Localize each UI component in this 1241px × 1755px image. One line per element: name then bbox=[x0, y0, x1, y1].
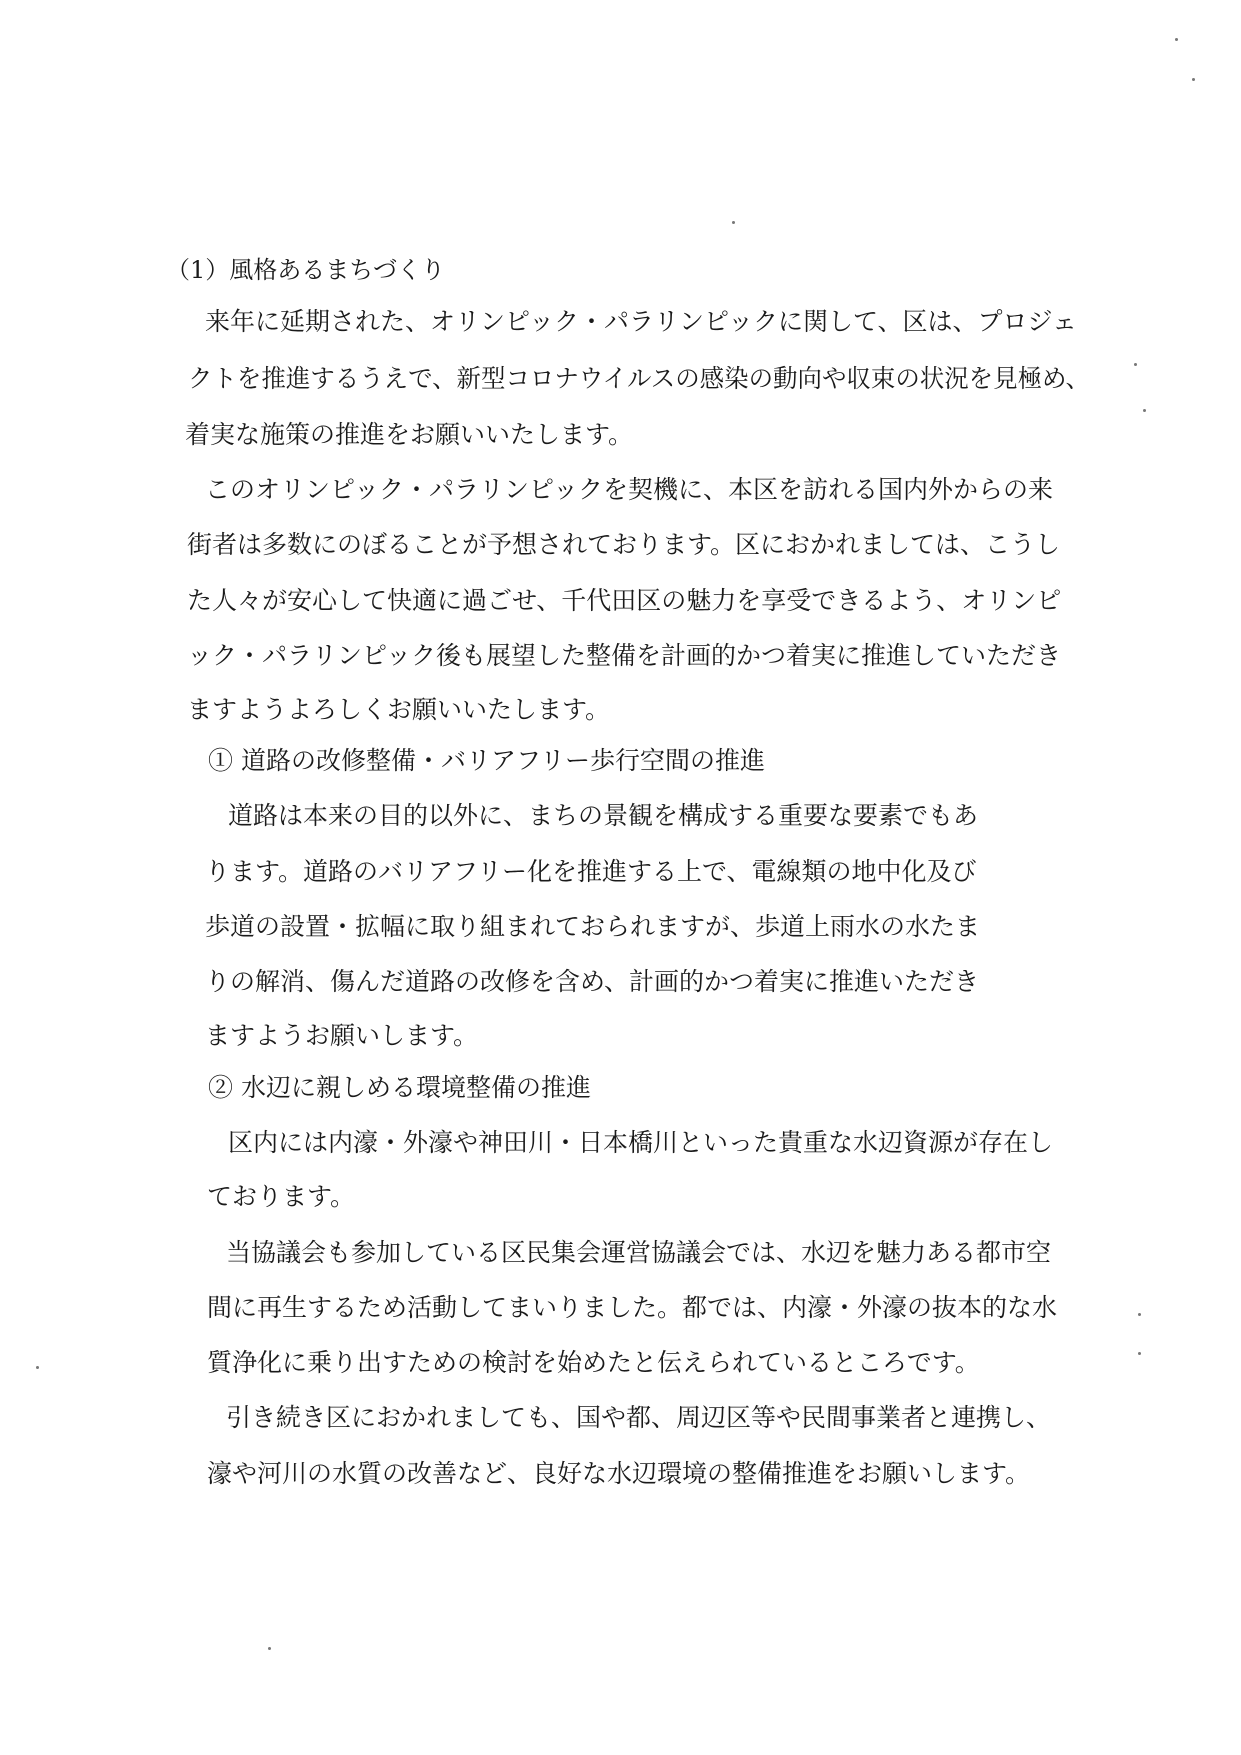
paragraph2-line-1: このオリンピック・パラリンピックを契機に、本区を訪れる国内外からの来 bbox=[205, 475, 1054, 504]
item1-heading: ① 道路の改修整備・バリアフリー歩行空間の推進 bbox=[208, 746, 765, 775]
scan-speck bbox=[268, 1647, 271, 1650]
scan-speck bbox=[1138, 1352, 1141, 1355]
paragraph2-line-3: た人々が安心して快適に過ごせ、千代田区の魅力を享受できるよう、オリンピ bbox=[187, 586, 1062, 615]
scan-speck bbox=[1175, 38, 1178, 41]
item1-line-2: ります。道路のバリアフリー化を推進する上で、電線類の地中化及び bbox=[205, 857, 977, 886]
item2-heading: ② 水辺に親しめる環境整備の推進 bbox=[208, 1073, 591, 1102]
item2-para2-line-2: 間に再生するため活動してまいりました。都では、内濠・外濠の抜本的な水 bbox=[207, 1293, 1058, 1322]
item2-para1-line-2: ております。 bbox=[207, 1182, 356, 1211]
item1-line-1: 道路は本来の目的以外に、まちの景観を構成する重要な要素でもあ bbox=[228, 801, 979, 830]
intro-line-3: 着実な施策の推進をお願いいたします。 bbox=[185, 420, 634, 449]
item1-line-5: ますようお願いします。 bbox=[205, 1021, 479, 1050]
scan-speck bbox=[1138, 1313, 1141, 1316]
item1-line-4: りの解消、傷んだ道路の改修を含め、計画的かつ着実に推進いただき bbox=[205, 967, 980, 996]
item2-para3-line-2: 濠や河川の水質の改善など、良好な水辺環境の整備推進をお願いします。 bbox=[207, 1459, 1031, 1488]
paragraph2-line-5: ますようよろしくお願いいたします。 bbox=[187, 695, 611, 724]
item2-para3-line-1: 引き続き区におかれましても、国や都、周辺区等や民間事業者と連携し、 bbox=[226, 1403, 1052, 1432]
scan-speck bbox=[36, 1366, 39, 1369]
scan-speck bbox=[732, 221, 735, 224]
paragraph2-line-4: ック・パラリンピック後も展望した整備を計画的かつ着実に推進していただき bbox=[187, 641, 1062, 670]
intro-line-1: 来年に延期された、オリンピック・パラリンピックに関して、区は、プロジェ bbox=[205, 307, 1078, 336]
scan-speck bbox=[1143, 409, 1146, 412]
section-heading: （1）風格あるまちづくり bbox=[166, 256, 446, 284]
item1-line-3: 歩道の設置・拡幅に取り組まれておられますが、歩道上雨水の水たま bbox=[205, 912, 981, 941]
item2-para2-line-1: 当協議会も参加している区民集会運営協議会では、水辺を魅力ある都市空 bbox=[226, 1238, 1052, 1267]
item2-para1-line-1: 区内には内濠・外濠や神田川・日本橋川といった貴重な水辺資源が存在し bbox=[228, 1128, 1054, 1157]
scan-speck bbox=[1192, 78, 1195, 81]
paragraph2-line-2: 街者は多数にのぼることが予想されております。区におかれましては、こうし bbox=[187, 530, 1061, 559]
item2-para2-line-3: 質浄化に乗り出すための検討を始めたと伝えられているところです。 bbox=[207, 1348, 980, 1377]
intro-line-2: クトを推進するうえで、新型コロナウイルスの感染の動向や収束の状況を見極め、 bbox=[188, 364, 1091, 393]
scan-speck bbox=[1134, 363, 1137, 366]
